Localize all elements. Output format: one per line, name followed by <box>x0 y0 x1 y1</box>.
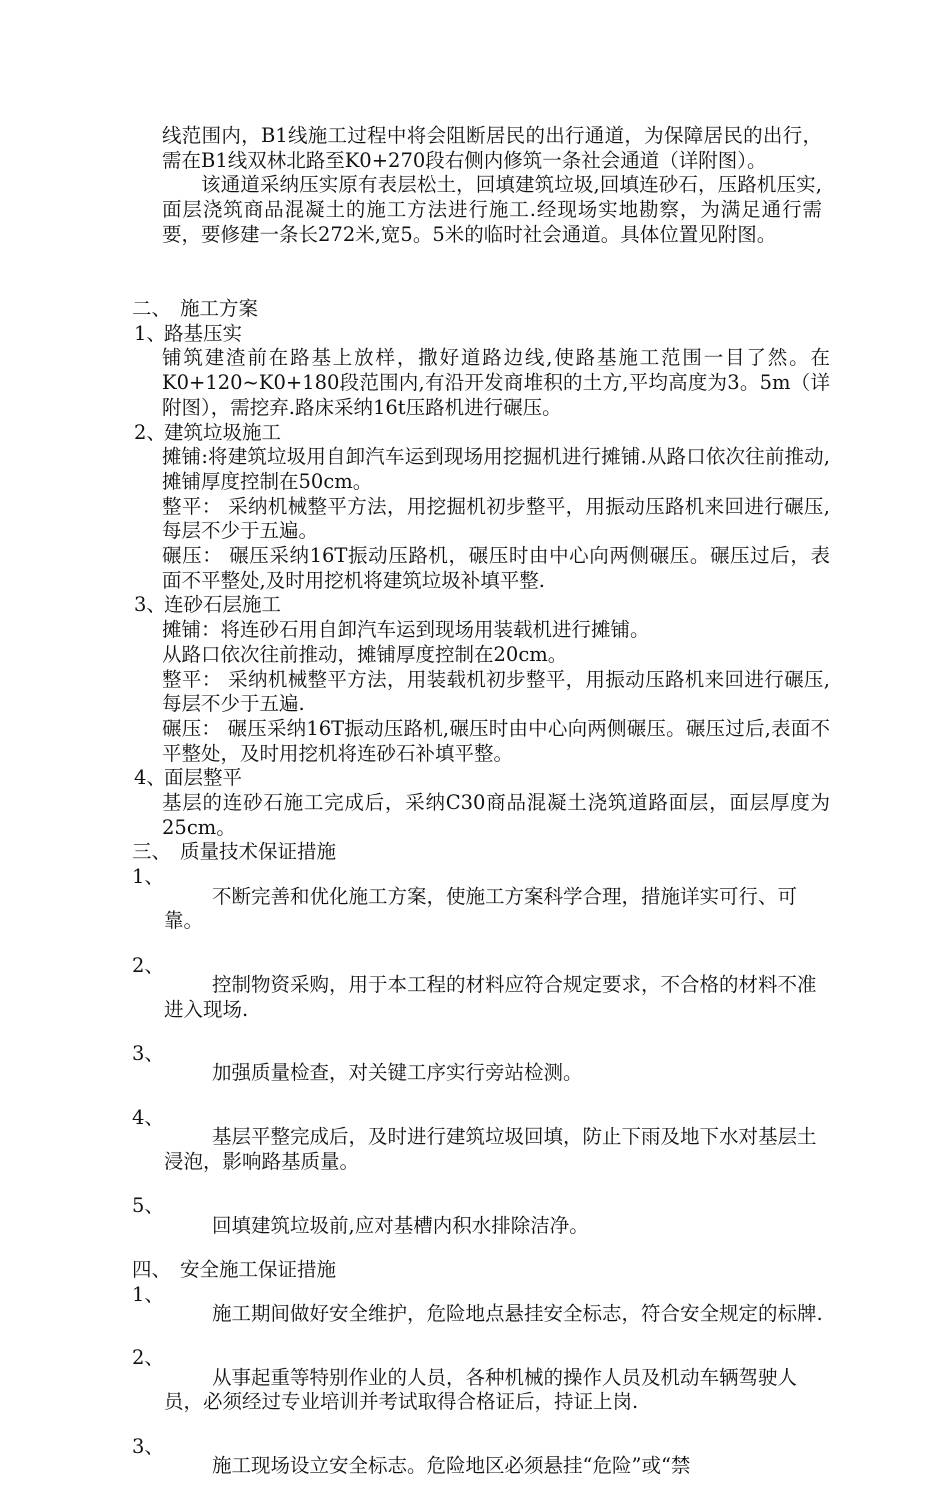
subsection-heading <box>130 766 830 791</box>
section-number: 三、 <box>132 840 172 864</box>
section-heading <box>130 840 830 865</box>
list-item-text: 从事起重等特别作业的人员，各种机械的操作人员及机动车辆驾驶人员，必须经过专业培训并考试取得合格证后，持证上岗. <box>164 1365 798 1414</box>
list-item-text: 施工现场设立安全标志。危险地区必须悬挂“危险”或“禁 <box>212 1454 691 1478</box>
section-heading <box>130 297 830 322</box>
section-title: 安全施工保证措施 <box>180 1257 337 1281</box>
subsection-content <box>130 791 830 840</box>
list-item-number: 1、 <box>132 865 164 889</box>
section-number: 二、 <box>132 297 172 320</box>
list-item <box>130 1106 830 1194</box>
paragraph: 整平： 采纳机械整平方法，用装载机初步整平，用振动压路机来回进行碾压,每层不少于五遍. <box>162 667 830 716</box>
list-item <box>130 1042 830 1106</box>
list-item <box>130 1194 830 1258</box>
list-item-text: 控制物资采购，用于本工程的材料应符合规定要求，不合格的材料不准进入现场. <box>164 973 817 1021</box>
list-item-number: 5、 <box>132 1194 164 1218</box>
subsection-content <box>130 346 830 420</box>
paragraph: 整平： 采纳机械整平方法，用挖掘机初步整平，用振动压路机来回进行碾压,每层不少于五遍。 <box>162 494 830 543</box>
list-item-text: 施工期间做好安全维护，危险地点悬挂安全标志，符合安全规定的标牌. <box>212 1302 823 1325</box>
subsection-heading <box>130 322 830 347</box>
list-item <box>130 865 830 953</box>
list-item-number: 4、 <box>132 1105 164 1129</box>
subsection-number: 3、 <box>134 593 166 617</box>
list-item-number: 2、 <box>132 953 164 977</box>
subsection-title: 路基压实 <box>164 321 243 345</box>
list-item <box>130 954 830 1042</box>
subsection-heading <box>130 593 830 618</box>
section-heading <box>130 1258 830 1283</box>
list-item-number: 2、 <box>132 1346 164 1370</box>
subsection-title: 建筑垃圾施工 <box>164 420 282 444</box>
subsection-title: 连砂石层施工 <box>164 593 282 617</box>
subsection-number: 1、 <box>134 321 166 345</box>
paragraph: 铺筑建渣前在路基上放样，撒好道路边线,使路基施工范围一目了然。在K0+120~K0+180段范围内,有沿开发商堆积的土方,平均高度为3。5m（详附图），需挖弃.路床采纳16t压路机进行碾压。 <box>162 346 830 419</box>
intro-paragraph: 线范围内，B1线施工过程中将会阻断居民的出行通道，为保障居民的出行，需在B1线双林北路至K0+270段右侧内修筑一条社会通道（详附图）。 <box>162 124 822 172</box>
paragraph: 从路口依次往前推动，摊铺厚度控制在20cm。 <box>162 642 568 666</box>
section-number: 四、 <box>132 1257 172 1281</box>
list-item-text: 基层平整完成后，及时进行建筑垃圾回填，防止下雨及地下水对基层土浸泡，影响路基质量。 <box>164 1125 817 1173</box>
list-item <box>130 1435 830 1498</box>
subsection-content <box>130 618 830 766</box>
subsection-heading <box>130 421 830 446</box>
list-item <box>130 1283 830 1347</box>
subsection-content <box>130 445 830 593</box>
list-item-text: 不断完善和优化施工方案，使施工方案科学合理，措施详实可行、可靠。 <box>164 884 798 933</box>
list-item <box>130 1346 830 1434</box>
paragraph: 碾压： 碾压采纳16T振动压路机,碾压时由中心向两侧碾压。碾压过后,表面不平整处，及时用挖机将连砂石补填平整。 <box>162 716 830 765</box>
subsection-title: 面层整平 <box>164 766 243 790</box>
list-item-text: 加强质量检查，对关键工序实行旁站检测。 <box>212 1061 583 1085</box>
paragraph: 碾压： 碾压采纳16T振动压路机，碾压时由中心向两侧碾压。碾压过后，表面不平整处,及时用挖机将建筑垃圾补填平整. <box>162 544 830 592</box>
section-title: 施工方案 <box>180 297 259 320</box>
list-item-text: 回填建筑垃圾前,应对基槽内积水排除洁净。 <box>212 1213 589 1237</box>
subsection-number: 2、 <box>134 420 166 444</box>
document-body <box>130 297 830 1498</box>
paragraph: 摊铺：将连砂石用自卸汽车运到现场用装载机进行摊铺。 <box>162 618 650 642</box>
list-item-number: 3、 <box>132 1434 164 1458</box>
intro-paragraph: 该通道采纳压实原有表层松土，回填建筑垃圾,回填连砂石，压路机压实,面层浇筑商品混凝土的施工方法进行施工.经现场实地勘察，为满足通行需要，要修建一条长272米,宽5。5米的临时社会通道。具体位置见附图。 <box>162 173 822 246</box>
section-title: 质量技术保证措施 <box>180 840 337 864</box>
intro-section <box>162 124 822 248</box>
paragraph: 摊铺:将建筑垃圾用自卸汽车运到现场用挖掘机进行摊铺.从路口依次往前推动,摊铺厚度控制在50cm。 <box>162 445 830 493</box>
list-item-number: 3、 <box>132 1041 164 1065</box>
paragraph: 基层的连砂石施工完成后，采纳C30商品混凝土浇筑道路面层，面层厚度为25cm。 <box>162 791 830 839</box>
subsection-number: 4、 <box>134 766 166 790</box>
list-item-number: 1、 <box>132 1282 164 1306</box>
